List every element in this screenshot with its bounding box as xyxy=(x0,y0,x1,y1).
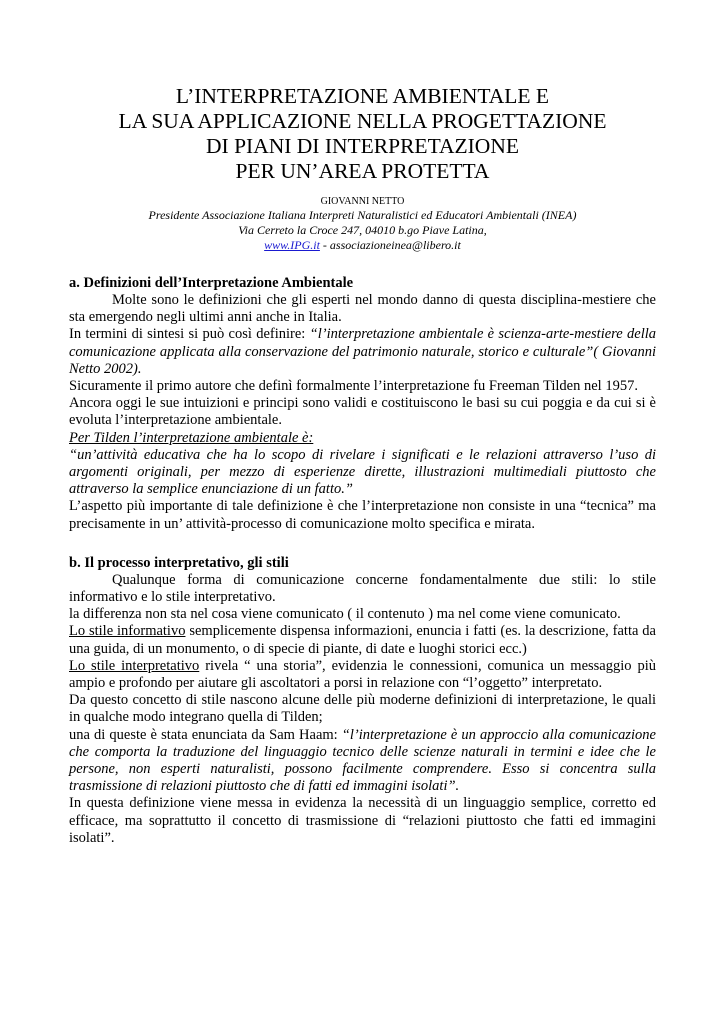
section-b-paragraph-1: Qualunque forma di comunicazione concerne fondamentalmente due stili: lo stile informativo e lo stile interpretativo. xyxy=(69,571,656,606)
title-line-2: LA SUA APPLICAZIONE NELLA PROGETTAZIONE xyxy=(118,109,607,133)
title-line-1: L’INTERPRETAZIONE AMBIENTALE E xyxy=(175,84,550,108)
section-b-heading: b. Il processo interpretativo, gli stili xyxy=(69,554,289,571)
tilden-definition-quote: “un’attività educativa che ha lo scopo di rivelare i significati e le relazioni attraverso l’uso di argomenti originali, per mezzo di esperienze dirette, illustrazioni multimediali piuttosto che attraverso la semplice enunciazione di un fatto.” xyxy=(69,446,656,498)
section-b-paragraph-4 xyxy=(69,658,656,692)
section-b-paragraph-6 xyxy=(69,727,656,796)
author-email: - associazioneinea@libero.it xyxy=(319,238,461,252)
section-a-paragraph-4: Ancora oggi le sue intuizioni e principi sono validi e costituiscono le basi su cui poggia e da cui si è evoluta l’interpretazione ambientale. xyxy=(69,395,656,429)
netto-definition-quote: “l’interpretazione ambientale è scienza-arte-mestiere della comunicazione applicata alla conservazione del patrimonio naturale, storico e culturale”( Giovanni Netto 2002). xyxy=(69,326,657,377)
author-address: Via Cerreto la Croce 247, 04010 b.go Piave Latina, xyxy=(238,223,487,237)
interpretive-style-text: rivela “ una storia”, evidenzia le connessioni, comunica un messaggio più ampio e profondo per aiutare gli ascoltatori a porsi in relazione con “l’oggetto” interpretato. xyxy=(69,657,656,692)
haam-intro: una di queste è stata enunciata da Sam Haam: xyxy=(69,726,342,743)
section-a-paragraph-7: L’aspetto più importante di tale definizione è che l’interpretazione non consiste in una “tecnica” ma precisamente in un’ attività-processo di comunicazione molto specifica e mirata. xyxy=(69,498,656,532)
interpretive-style-label: Lo stile interpretativo xyxy=(69,657,200,674)
informative-style-label: Lo stile informativo xyxy=(69,623,186,640)
section-a-paragraph-3: Sicuramente il primo autore che definì formalmente l’interpretazione fu Freeman Tilden nel 1957. xyxy=(69,378,638,395)
section-b-paragraph-2: la differenza non sta nel cosa viene comunicato ( il contenuto ) ma nel come viene comunicato. xyxy=(69,606,621,623)
section-b-paragraph-7: In questa definizione viene messa in evidenza la necessità di un linguaggio semplice, corretto ed efficace, ma soprattutto il concetto di trasmissione di “relazioni piuttosto che fatti ed immagini isolati”. xyxy=(69,795,656,846)
website-link[interactable]: www.IPG.it xyxy=(264,238,320,252)
author-affiliation: Presidente Associazione Italiana Interpreti Naturalistici ed Educatori Ambientali (INEA) xyxy=(148,208,577,222)
document-page xyxy=(69,84,656,847)
section-b-paragraph-5: Da questo concetto di stile nascono alcune delle più moderne definizioni di interpretazione, le quali in qualche modo integrano quella di Tilden; xyxy=(69,692,656,726)
title-line-3: DI PIANI DI INTERPRETAZIONE xyxy=(206,134,519,158)
tilden-definition-label: Per Tilden l’interpretazione ambientale è: xyxy=(69,429,314,446)
author-name: GIOVANNI NETTO xyxy=(320,196,405,207)
haam-definition-quote: “l’interpretazione è un approccio alla comunicazione che comporta la traduzione del linguaggio tecnico delle scienze naturali in termini e idee che le persone, non esperti naturalisti, possono facilmente comprendere. Esso si concentra sulla trasmissione di relazioni piuttosto che di fatti ed immagini isolati”. xyxy=(69,726,656,795)
section-b-paragraph-3 xyxy=(69,623,656,657)
section-a-paragraph-1: Molte sono le definizioni che gli esperti nel mondo danno di questa disciplina-mestiere che sta emergendo negli ultimi anni anche in Italia. xyxy=(69,292,656,326)
author-contacts xyxy=(69,238,656,253)
section-a-heading: a. Definizioni dell’Interpretazione Ambientale xyxy=(69,275,354,291)
informative-style-text: semplicemente dispensa informazioni, enuncia i fatti (es. la descrizione, fatta da una guida, di un monumento, o di specie di piante, di date e luoghi storici ecc.) xyxy=(69,623,656,657)
document-title xyxy=(69,84,656,184)
title-line-4: PER UN’AREA PROTETTA xyxy=(235,159,490,183)
definition-intro: In termini di sintesi si può così definire: xyxy=(69,326,310,343)
section-a-paragraph-2 xyxy=(69,326,656,378)
